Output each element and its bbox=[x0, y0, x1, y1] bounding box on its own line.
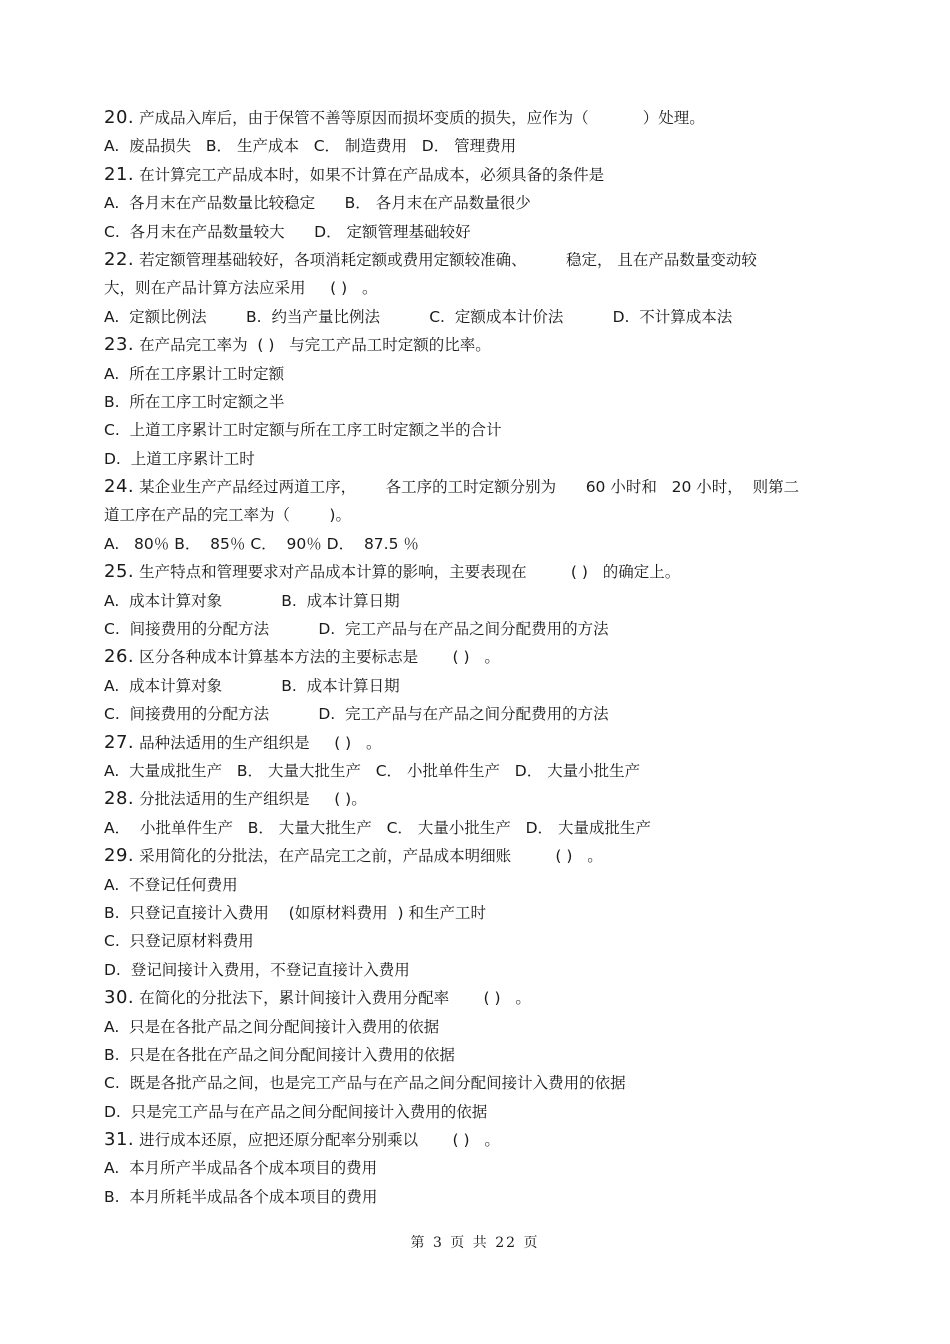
option-line bbox=[104, 501, 844, 529]
option-text: A. 成本计算对象 B. 成本计算日期 bbox=[104, 591, 400, 610]
question-number: 26. bbox=[104, 646, 135, 668]
page-footer: 第 3 页 共 22 页 bbox=[410, 1235, 540, 1251]
question-line bbox=[104, 246, 844, 274]
option-text: B. 所在工序工时定额之半 bbox=[104, 392, 285, 411]
question-line bbox=[104, 984, 844, 1012]
question-line bbox=[104, 643, 844, 671]
question-number: 21. bbox=[104, 163, 135, 185]
option-text: A. 80％ B． 85％ C． 90％ D． 87.5 ％ bbox=[104, 534, 419, 553]
question-number: 31. bbox=[104, 1129, 135, 1151]
question-text: 在简化的分批法下，累计间接计入费用分配率 ( ) 。 bbox=[134, 989, 531, 1008]
question-number: 23. bbox=[104, 334, 135, 356]
option-text: A． 小批单件生产 B． 大量大批生产 C． 大量小批生产 D． 大量成批生产 bbox=[104, 818, 651, 837]
question-text: 区分各种成本计算基本方法的主要标志是 ( ) 。 bbox=[134, 648, 500, 667]
question-line bbox=[104, 785, 844, 813]
option-text: A. 成本计算对象 B. 成本计算日期 bbox=[104, 676, 400, 695]
question-list bbox=[104, 104, 844, 1211]
question-number: 30. bbox=[104, 987, 135, 1009]
option-line bbox=[104, 871, 844, 899]
question-text: 采用简化的分批法，在产品完工之前，产品成本明细账 ( ) 。 bbox=[134, 847, 603, 866]
option-text: A. 所在工序累计工时定额 bbox=[104, 364, 285, 383]
question-number: 27. bbox=[104, 731, 135, 753]
question-number: 28. bbox=[104, 788, 135, 810]
option-line bbox=[104, 1098, 844, 1126]
option-line bbox=[104, 218, 844, 246]
option-line bbox=[104, 416, 844, 444]
question-line bbox=[104, 473, 844, 501]
option-text: C. 既是各批产品之间，也是完工产品与在产品之间分配间接计入费用的依据 bbox=[104, 1074, 626, 1093]
question-text: 若定额管理基础较好，各项消耗定额或费用定额较准确、 稳定， 且在产品数量变动较 bbox=[134, 250, 757, 269]
option-line bbox=[104, 360, 844, 388]
question-text: 在产品完工率为 ( ) 与完工产品工时定额的比率。 bbox=[134, 336, 491, 355]
option-text: B. 本月所耗半成品各个成本项目的费用 bbox=[104, 1187, 378, 1206]
option-text: C. 上道工序累计工时定额与所在工序工时定额之半的合计 bbox=[104, 421, 502, 440]
option-line bbox=[104, 615, 844, 643]
option-line bbox=[104, 274, 844, 302]
option-line bbox=[104, 388, 844, 416]
option-text: D. 登记间接计入费用，不登记直接计入费用 bbox=[104, 960, 410, 979]
option-text: A. 只是在各批产品之间分配间接计入费用的依据 bbox=[104, 1017, 440, 1036]
question-text: 生产特点和管理要求对产品成本计算的影响，主要表现在 ( ) 的确定上。 bbox=[134, 563, 681, 582]
question-text: 分批法适用的生产组织是 ( )。 bbox=[134, 790, 367, 809]
question-number: 22. bbox=[104, 248, 135, 270]
option-line bbox=[104, 587, 844, 615]
option-line bbox=[104, 672, 844, 700]
question-line bbox=[104, 558, 844, 586]
option-line bbox=[104, 1041, 844, 1069]
option-line bbox=[104, 1183, 844, 1211]
option-text: A. 各月末在产品数量比较稳定 B． 各月末在产品数量很少 bbox=[104, 194, 531, 213]
question-line bbox=[104, 1126, 844, 1154]
option-line bbox=[104, 445, 844, 473]
option-line bbox=[104, 814, 844, 842]
question-text: 品种法适用的生产组织是 ( ) 。 bbox=[134, 733, 382, 752]
option-line bbox=[104, 1154, 844, 1182]
question-text: 产成品入库后，由于保管不善等原因而损坏变质的损失，应作为（ ）处理。 bbox=[134, 109, 705, 127]
option-line bbox=[104, 757, 844, 785]
option-text: B. 只是在各批在产品之间分配间接计入费用的依据 bbox=[104, 1045, 455, 1064]
option-line bbox=[104, 132, 844, 160]
option-text: C. 间接费用的分配方法 D. 完工产品与在产品之间分配费用的方法 bbox=[104, 705, 609, 724]
question-line bbox=[104, 161, 844, 189]
option-text: D. 上道工序累计工时 bbox=[104, 449, 255, 468]
option-line bbox=[104, 927, 844, 955]
option-line bbox=[104, 303, 844, 331]
option-text: A. 本月所产半成品各个成本项目的费用 bbox=[104, 1159, 378, 1178]
option-text: A. 不登记任何费用 bbox=[104, 875, 238, 894]
option-text: D. 只是完工产品与在产品之间分配间接计入费用的依据 bbox=[104, 1102, 488, 1121]
question-line bbox=[104, 842, 844, 870]
option-text: 道工序在产品的完工率为（ )。 bbox=[104, 506, 351, 525]
option-line bbox=[104, 1013, 844, 1041]
option-line bbox=[104, 530, 844, 558]
option-text: A. 大量成批生产 B． 大量大批生产 C． 小批单件生产 D． 大量小批生产 bbox=[104, 761, 641, 780]
question-line bbox=[104, 729, 844, 757]
option-text: A. 废品损失 B． 生产成本 C． 制造费用 D． 管理费用 bbox=[104, 137, 517, 156]
question-text: 在计算完工产品成本时，如果不计算在产品成本，必须具备的条件是 bbox=[134, 165, 605, 184]
option-line bbox=[104, 700, 844, 728]
question-number: 25. bbox=[104, 561, 135, 583]
option-line bbox=[104, 899, 844, 927]
option-text: A. 定额比例法 B. 约当产量比例法 C. 定额成本计价法 D. 不计算成本法 bbox=[104, 307, 733, 326]
question-text: 某企业生产产品经过两道工序， 各工序的工时定额分别为 60 小时和 20 小时， 则第二 bbox=[134, 478, 800, 497]
option-line bbox=[104, 189, 844, 217]
option-text: C. 各月末在产品数量较大 D． 定额管理基础较好 bbox=[104, 222, 471, 241]
option-text: C. 只登记原材料费用 bbox=[104, 932, 254, 951]
question-line bbox=[104, 331, 844, 359]
question-number: 29. bbox=[104, 845, 135, 867]
question-line bbox=[104, 104, 844, 132]
option-line bbox=[104, 956, 844, 984]
question-number: 24. bbox=[104, 476, 135, 498]
option-text: C. 间接费用的分配方法 D. 完工产品与在产品之间分配费用的方法 bbox=[104, 620, 609, 639]
question-text: 进行成本还原，应把还原分配率分别乘以 ( ) 。 bbox=[134, 1131, 500, 1150]
option-text: 大，则在产品计算方法应采用 ( ) 。 bbox=[104, 279, 378, 298]
question-number: 20. bbox=[104, 107, 135, 128]
option-line bbox=[104, 1069, 844, 1097]
option-text: B. 只登记直接计入费用 (如原材料费用 ) 和生产工时 bbox=[104, 903, 486, 922]
